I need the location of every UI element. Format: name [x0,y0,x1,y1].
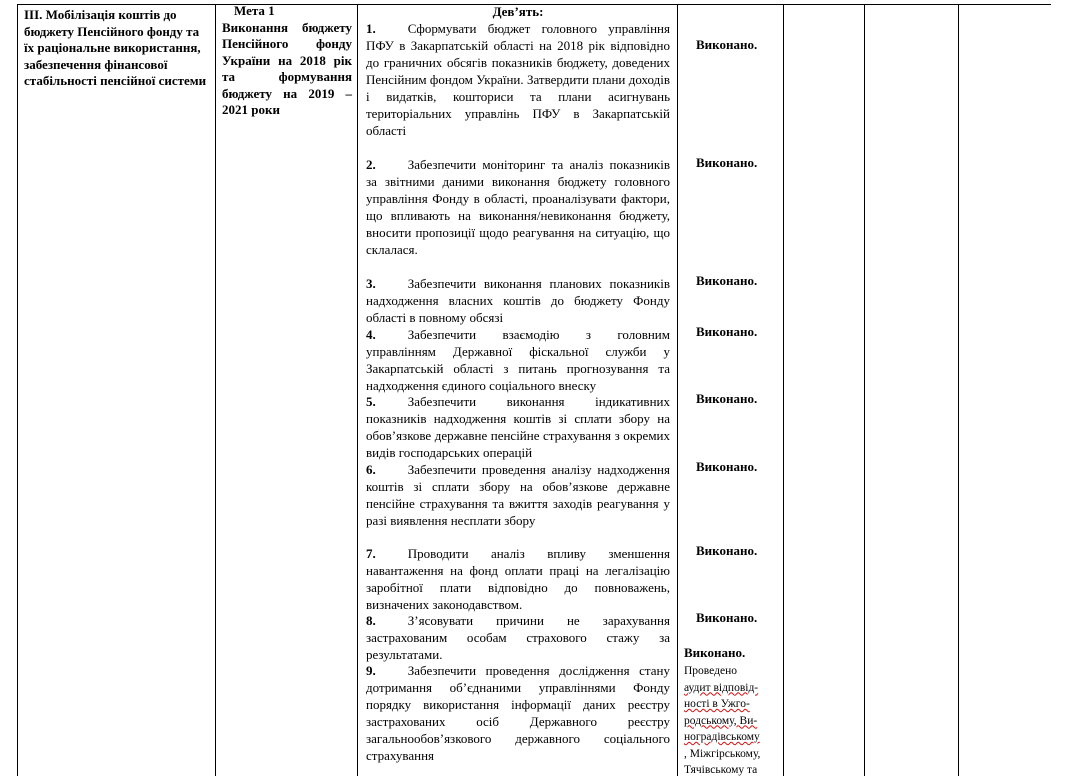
action-item [366,275,670,326]
status-label: Виконано. [696,610,758,625]
status-last [684,645,778,779]
status-label: Виконано. [696,324,758,339]
goal-text: Виконання бюджету Пенсійного фонду України на 2018 рік та формування бюджету на 2019 – 2021 роки [222,19,352,117]
table-border-left [17,4,18,776]
column-divider-5 [864,4,865,776]
action-number: 8. [366,613,376,628]
column-divider-3 [677,4,678,776]
action-text: Забезпечити виконання індикативних показників надходження коштів зі сплати збору на обов’язкове державне пенсійне страхування з окремих видів господарських операцій [366,394,670,460]
status-label: Виконано. [684,645,746,660]
note-line: ноградівському [684,731,760,743]
note-line: Проведено [684,665,737,677]
action-item [366,393,670,461]
note-line: , Міжгірському, [684,747,761,760]
status-label: Виконано. [696,155,758,170]
note-line: аудит відповід- [684,681,759,694]
status-label: Виконано. [696,391,758,406]
note-line: родському, Ви- [684,714,758,727]
action-text: Забезпечити виконання планових показників надходження власних коштів до бюджету Фонду області в повному обсязі [366,276,670,325]
action-number: 7. [366,546,376,561]
action-item [366,662,670,764]
action-item [366,326,670,394]
action-text: Забезпечити проведення аналізу надходження коштів зі сплати збору на обов’язкове державне пенсійне страхування та вжиття заходів реагування у разі виявлення несплати збору [366,462,670,528]
action-number: 3. [366,276,376,291]
action-text: Забезпечити взаємодію з головним управлінням Державної фіскальної служби у Закарпатській області з питань прогнозування та надходження єдиного соціального внеску [366,327,670,393]
action-text: Проводити аналіз впливу зменшення навантаження на фонд оплати праці на легалізацію заробітної плати відповідно до повноважень, визначених законодавством. [366,546,670,612]
action-item [366,461,670,529]
action-item [366,612,670,663]
note-line: ності в Ужго- [684,698,750,710]
column-divider-2 [357,4,358,776]
action-item [366,156,670,258]
status-label: Виконано. [696,37,758,52]
action-number: 2. [366,157,376,172]
action-number: 6. [366,462,376,477]
action-number: 1. [366,21,376,36]
status-label: Виконано. [696,273,758,288]
action-text: Забезпечити проведення дослідження стану дотримання об’єднаними управліннями Фонду порядку використання інформації даних реєстру застрахованих осіб Державного реєстру загальнообов’язкового державного соціального страхування [366,663,670,763]
status-label: Виконано. [696,543,758,558]
actions-header: Дев’ять: [492,4,544,19]
status-label: Виконано. [696,459,758,474]
goal-title: Мета 1 [234,3,275,18]
note-line: Тячівському та [684,764,758,776]
action-number: 9. [366,663,376,678]
action-number: 5. [366,394,376,409]
column-divider-1 [215,4,216,776]
column-divider-4 [783,4,784,776]
action-text: Забезпечити моніторинг та аналіз показників за звітними даними виконання бюджету головного управління Фонду в області, проаналізувати фактори, що впливають на виконання/невиконання бюджету, вносити пропозиції щодо реагування на ситуацію, що склалася. [366,157,670,257]
action-item [366,545,670,613]
goal-cell [222,3,352,119]
actions-cell [366,3,670,763]
status-note [684,663,778,779]
action-item [366,20,670,139]
action-number: 4. [366,327,376,342]
action-text: Сформувати бюджет головного управління ПФУ в Закарпатській області на 2018 рік відповідно до граничних обсягів показників бюджету, доведених Пенсійним фондом України. Затвердити плани доходів і видатків, кошториси та плани асигнувань територіальних управлінь ПФУ в Закарпатській області [366,21,670,138]
action-text: З’ясовувати причини не зарахування застрахованим особам страхового стажу за результатами. [366,613,670,662]
section-title: III. Мобілізація коштів до бюджету Пенсійного фонду та їх раціональне використання, забезпечення фінансової стабільності пенсійної системи [24,7,207,88]
column-divider-6 [958,4,959,776]
